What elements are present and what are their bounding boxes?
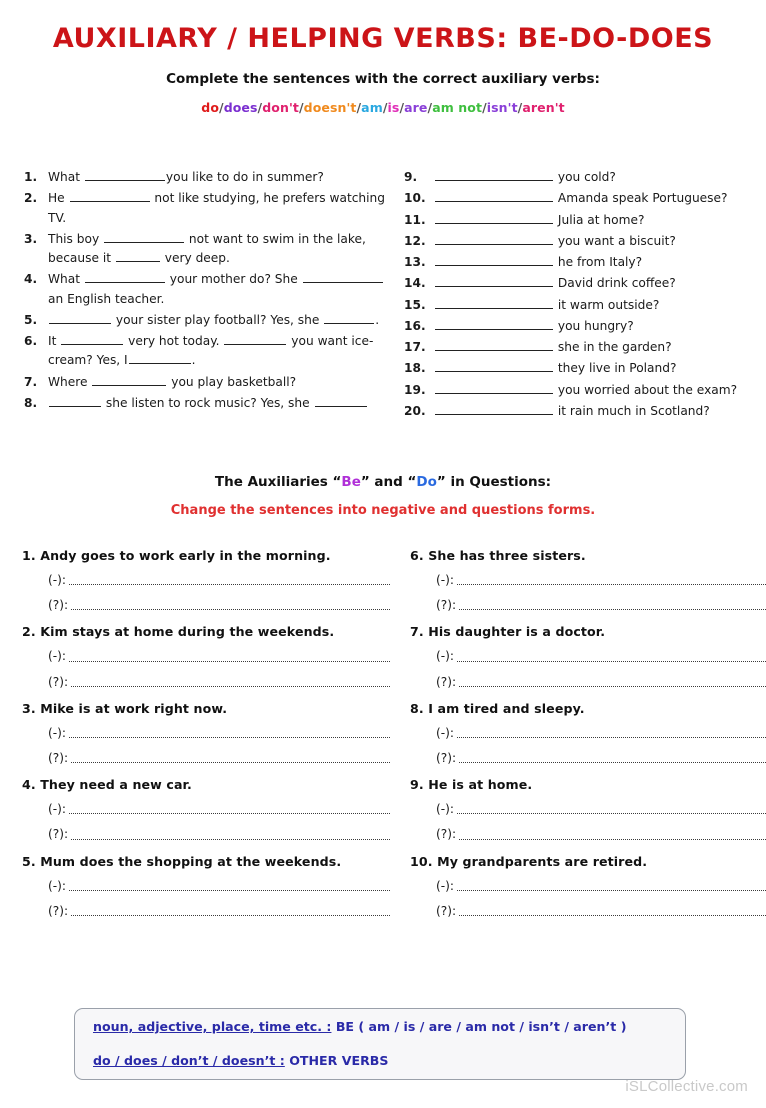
section-2-instruction: Change the sentences into negative and questions forms.	[170, 503, 596, 518]
answer-tag: (?):	[48, 674, 69, 689]
exercise-1-question	[404, 211, 766, 230]
exercise-1-question	[24, 230, 392, 269]
question-number: 14.	[404, 276, 426, 291]
rule-box	[74, 1008, 686, 1080]
heading-word-do: Do	[416, 474, 437, 490]
answer-tag: (?):	[436, 903, 457, 918]
rule-be-condition: noun, adjective, place, time etc. :	[93, 1019, 332, 1034]
answer-tag: (-):	[48, 649, 67, 664]
exercise-1-question	[24, 270, 392, 309]
exercise-1-question	[404, 232, 766, 251]
word-bank-separator: /	[482, 99, 487, 115]
answer-dotted-line[interactable]	[71, 910, 390, 916]
exercise-1-question	[24, 189, 392, 228]
answer-blank[interactable]	[435, 276, 553, 287]
answer-blank[interactable]	[435, 361, 553, 372]
answer-dotted-line[interactable]	[69, 656, 390, 662]
answer-blank[interactable]	[435, 233, 553, 244]
rule-line-do	[93, 1053, 667, 1068]
negative-answer-row	[410, 650, 766, 662]
question-text: Where you play basketball?	[48, 374, 297, 389]
question-number: 6.	[24, 334, 38, 349]
question-text: you cold?	[434, 168, 766, 187]
heading-text-pre: The Auxiliaries “	[214, 474, 342, 490]
question-number: 1.	[24, 170, 38, 184]
exercise-2-item	[22, 777, 390, 840]
answer-tag: (-):	[436, 802, 455, 817]
answer-tag: (?):	[436, 751, 457, 766]
section-2-heading	[0, 474, 766, 490]
question-answer-row	[22, 752, 390, 764]
question-text: you hungry?	[434, 317, 766, 336]
answer-dotted-line[interactable]	[71, 757, 390, 763]
word-bank-separator: /	[219, 99, 224, 115]
answer-blank[interactable]	[92, 374, 166, 385]
question-text: What your mother do? She an English teacher.	[48, 270, 392, 309]
word-bank-item: doesn't	[303, 99, 357, 115]
answer-tag: (?):	[48, 827, 69, 842]
question-text: they live in Poland?	[434, 359, 766, 378]
question-number: 19.	[404, 382, 426, 397]
answer-blank[interactable]	[61, 334, 123, 345]
exercise-2-sentence: 1. Andy goes to work early in the morning.	[22, 548, 331, 563]
exercise-1	[0, 168, 766, 423]
question-number: 8.	[24, 395, 38, 410]
question-number: 11.	[404, 212, 426, 227]
answer-tag: (?):	[436, 674, 457, 689]
answer-blank[interactable]	[435, 382, 553, 393]
question-answer-row	[410, 599, 766, 611]
word-bank	[0, 100, 766, 115]
exercise-2-item	[410, 701, 766, 764]
question-text: He not like studying, he prefers watching TV.	[48, 191, 386, 225]
answer-dotted-line[interactable]	[69, 732, 390, 738]
exercise-2-sentence: 6. She has three sisters.	[410, 548, 586, 563]
answer-tag: (?):	[436, 598, 457, 613]
question-number: 15.	[404, 297, 426, 312]
question-text: she in the garden?	[434, 338, 766, 357]
question-number: 20.	[404, 403, 426, 418]
negative-answer-row	[410, 727, 766, 739]
exercise-1-question	[404, 168, 766, 187]
exercise-1-question	[404, 253, 766, 272]
question-number: 2.	[24, 191, 38, 206]
answer-blank[interactable]	[435, 319, 553, 330]
exercise-1-question	[24, 394, 392, 413]
exercise-2-item	[410, 624, 766, 687]
answer-blank[interactable]	[104, 231, 184, 242]
exercise-1-question	[404, 359, 766, 378]
answer-dotted-line[interactable]	[69, 885, 390, 891]
word-bank-item: isn't	[486, 99, 518, 115]
answer-dotted-line[interactable]	[457, 808, 766, 814]
watermark: iSLCollective.com	[625, 1078, 748, 1095]
question-number: 9.	[404, 170, 418, 184]
word-bank-item: is	[387, 99, 400, 115]
exercise-1-question	[404, 317, 766, 336]
negative-answer-row	[410, 803, 766, 815]
exercise-2-item	[22, 701, 390, 764]
word-bank-item: am	[361, 99, 383, 115]
answer-blank[interactable]	[435, 340, 553, 351]
exercise-1-question	[404, 274, 766, 293]
exercise-1-right-column	[392, 168, 766, 423]
answer-blank[interactable]	[435, 191, 553, 202]
word-bank-separator: /	[356, 99, 362, 115]
exercise-1-question	[24, 311, 392, 330]
answer-dotted-line[interactable]	[459, 757, 766, 763]
heading-word-be: Be	[341, 474, 361, 490]
question-number: 3.	[24, 231, 38, 246]
negative-answer-row	[22, 880, 390, 892]
answer-tag: (-):	[436, 649, 455, 664]
answer-blank[interactable]	[116, 251, 160, 262]
answer-blank[interactable]	[129, 353, 191, 364]
answer-blank[interactable]	[224, 334, 286, 345]
answer-tag: (-):	[436, 725, 455, 740]
question-answer-row	[410, 676, 766, 688]
answer-tag: (?):	[48, 751, 69, 766]
answer-dotted-line[interactable]	[457, 579, 766, 585]
heading-text-mid: ” and “	[360, 474, 417, 490]
answer-blank[interactable]	[49, 313, 111, 324]
exercise-1-question	[404, 189, 766, 208]
answer-blank[interactable]	[85, 170, 165, 181]
word-bank-separator: /	[427, 99, 433, 115]
answer-tag: (?):	[48, 598, 69, 613]
answer-dotted-line[interactable]	[69, 579, 390, 585]
question-text: she listen to rock music? Yes, she	[48, 394, 392, 413]
negative-answer-row	[22, 574, 390, 586]
question-number: 17.	[404, 340, 426, 355]
word-bank-item: do	[201, 99, 220, 115]
word-bank-separator: /	[517, 99, 523, 115]
answer-blank[interactable]	[49, 396, 101, 407]
answer-blank[interactable]	[70, 191, 150, 202]
exercise-2-left-column	[0, 548, 390, 930]
question-number: 7.	[24, 374, 38, 389]
exercise-2-sentence: 5. Mum does the shopping at the weekends.	[22, 853, 342, 869]
exercise-1-question	[404, 381, 766, 400]
heading-text-post: ” in Questions:	[436, 474, 552, 490]
negative-answer-row	[410, 880, 766, 892]
question-number: 10.	[404, 191, 426, 206]
word-bank-separator: /	[298, 99, 304, 115]
answer-blank[interactable]	[324, 313, 374, 324]
exercise-2-item	[22, 854, 390, 917]
answer-dotted-line[interactable]	[459, 681, 766, 687]
exercise-2-sentence: 10. My grandparents are retired.	[410, 853, 648, 869]
exercise-1-question	[404, 338, 766, 357]
question-text: It very hot today. you want ice-cream? Yes, I .	[48, 334, 374, 368]
question-number: 16.	[404, 318, 426, 333]
answer-tag: (-):	[48, 573, 67, 587]
question-number: 4.	[24, 272, 38, 287]
page-title: AUXILIARY / HELPING VERBS: BE-DO-DOES	[52, 23, 714, 54]
question-text: This boy not want to swim in the lake, because it very deep.	[48, 231, 366, 266]
word-bank-item: does	[223, 99, 258, 115]
answer-blank[interactable]	[435, 170, 553, 181]
question-answer-row	[22, 676, 390, 688]
word-bank-item: don't	[262, 99, 299, 115]
exercise-1-question	[24, 332, 392, 371]
answer-tag: (-):	[48, 878, 67, 893]
answer-dotted-line[interactable]	[71, 681, 390, 687]
answer-tag: (?):	[48, 903, 69, 918]
exercise-2-item	[22, 624, 390, 687]
negative-answer-row	[22, 803, 390, 815]
question-answer-row	[410, 752, 766, 764]
question-number: 12.	[404, 233, 426, 248]
exercise-2-sentence: 4. They need a new car.	[22, 777, 192, 793]
exercise-2-sentence: 9. He is at home.	[410, 777, 533, 793]
word-bank-separator: /	[257, 99, 263, 115]
question-number: 13.	[404, 255, 426, 270]
question-answer-row	[22, 599, 390, 611]
answer-dotted-line[interactable]	[459, 834, 766, 840]
answer-dotted-line[interactable]	[71, 834, 390, 840]
exercise-2-sentence: 3. Mike is at work right now.	[22, 700, 228, 716]
rule-do-condition: do / does / don’t / doesn’t :	[93, 1053, 285, 1069]
question-text: you worried about the exam?	[434, 381, 766, 400]
question-text: you want a biscuit?	[434, 232, 766, 251]
rule-do-value: OTHER VERBS	[284, 1053, 389, 1069]
question-answer-row	[22, 828, 390, 840]
rule-be-value: BE ( am / is / are / am not / isn’t / aren’t )	[331, 1019, 627, 1034]
exercise-1-question	[404, 296, 766, 315]
question-text: your sister play football? Yes, she .	[48, 311, 392, 330]
answer-blank[interactable]	[435, 255, 553, 266]
answer-dotted-line[interactable]	[459, 604, 766, 610]
question-answer-row	[22, 905, 390, 917]
answer-dotted-line[interactable]	[71, 604, 390, 610]
exercise-2-right-column	[390, 548, 766, 930]
answer-dotted-line[interactable]	[69, 808, 390, 814]
answer-blank[interactable]	[435, 297, 553, 308]
exercise-1-left-column	[0, 168, 392, 423]
answer-dotted-line[interactable]	[457, 885, 766, 891]
question-answer-row	[410, 828, 766, 840]
exercise-1-question	[24, 373, 392, 392]
question-text: What you like to do in summer?	[48, 170, 324, 184]
exercise-2-item	[410, 854, 766, 917]
answer-blank[interactable]	[435, 212, 553, 223]
question-number: 18.	[404, 361, 426, 376]
instruction-subtitle: Complete the sentences with the correct auxiliary verbs:	[166, 70, 600, 87]
answer-dotted-line[interactable]	[457, 732, 766, 738]
word-bank-item: aren't	[522, 99, 565, 115]
exercise-1-question	[404, 402, 766, 421]
question-text: Julia at home?	[434, 211, 766, 230]
answer-tag: (?):	[436, 827, 457, 842]
answer-blank[interactable]	[85, 272, 165, 283]
exercise-2	[0, 548, 766, 930]
question-text: it warm outside?	[434, 296, 766, 315]
answer-tag: (-):	[436, 878, 455, 893]
answer-tag: (-):	[436, 573, 455, 587]
exercise-2-item	[410, 777, 766, 840]
question-text: David drink coffee?	[434, 274, 766, 293]
answer-dotted-line[interactable]	[457, 656, 766, 662]
negative-answer-row	[22, 727, 390, 739]
rule-line-be	[93, 1019, 667, 1034]
word-bank-item: are	[404, 99, 428, 115]
answer-blank[interactable]	[315, 396, 367, 407]
question-text: Amanda speak Portuguese?	[434, 189, 766, 208]
exercise-2-sentence: 2. Kim stays at home during the weekends.	[22, 624, 335, 640]
exercise-2-sentence: 8. I am tired and sleepy.	[410, 700, 585, 716]
answer-dotted-line[interactable]	[459, 910, 766, 916]
exercise-2-sentence: 7. His daughter is a doctor.	[410, 624, 606, 640]
exercise-2-item	[410, 548, 766, 611]
answer-blank[interactable]	[435, 404, 553, 415]
question-number: 5.	[24, 312, 38, 327]
question-text: he from Italy?	[434, 253, 766, 272]
exercise-1-question	[24, 168, 392, 187]
exercise-2-item	[22, 548, 390, 611]
word-bank-separator: /	[382, 99, 388, 115]
word-bank-separator: /	[399, 99, 405, 115]
question-answer-row	[410, 905, 766, 917]
negative-answer-row	[22, 650, 390, 662]
answer-blank[interactable]	[303, 272, 383, 283]
question-text: it rain much in Scotland?	[434, 402, 766, 421]
negative-answer-row	[410, 574, 766, 586]
answer-tag: (-):	[48, 802, 67, 817]
word-bank-item: am not	[432, 99, 483, 115]
answer-tag: (-):	[48, 725, 67, 740]
